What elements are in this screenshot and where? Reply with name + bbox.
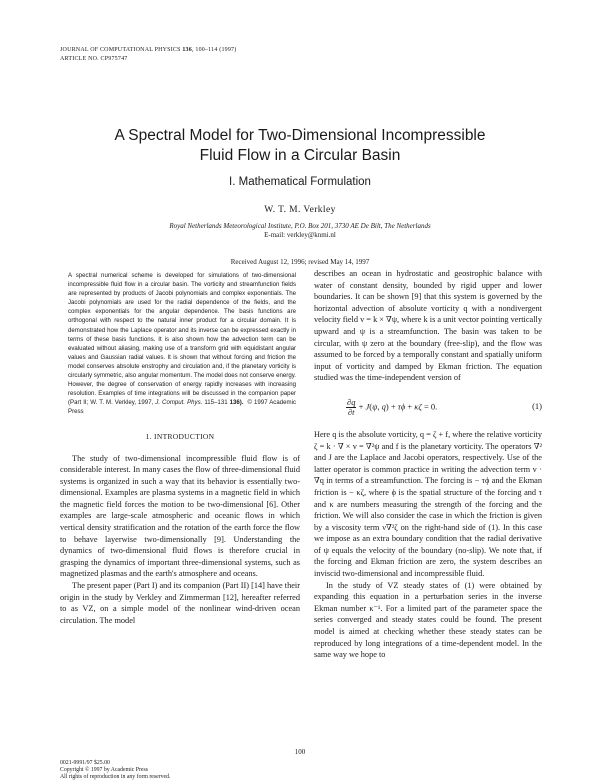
abstract: [68, 271, 296, 417]
footer-price: 0021-9991/97 $25.00: [60, 760, 110, 766]
abstract-text: A spectral numerical scheme is developed for simulations of two-dimensional incompressible fluid flow in a circular basin. The vorticity and streamfunction fields are represented by products of Jacobi polynomials and complex exponentials. The Jacobi polynomials are used for the radial dependence of the fields, and the complex exponentials for the angular dependence. The basis functions are orthogonal with respect to the natural inner product for a circular domain. It is demonstrated how the Laplace operator and its inverse can be expressed exactly in terms of these basis functions. It is also shown how the advection term can be evaluated without aliasing, making use of a transform grid with equidistant angular values and Gaussian radial values. It is shown that without forcing and friction the model conserves absolute enstrophy and circulation and, if the planetary vorticity is circularly symmetric, also angular momentum. The model does not conserve energy. However, the degree of conservation of energy rapidly increases with increasing resolution. Examples of time integrations will be discussed in the companion paper (Part II; W. T. M. Verkley, 1997,: [68, 272, 296, 407]
equation-fraction: $\frac{\partial q}{\partial t}$: [347, 396, 356, 417]
journal-volume: 136: [182, 47, 192, 53]
abstract-volume: 136).: [229, 399, 244, 407]
author-email: E-mail: verkley@knmi.nl: [264, 231, 336, 239]
intro-paragraph-1: The study of two-dimensional incompressible fluid flow is of considerable interest. In many cases the flow of three-dimensional fluid systems is organized in such a way that its behavior is essentially two-dimensional. Examples are plasma systems in a magnetic field in which the magnetic field forces the motion to be two-dimensional [6]. Other examples are large-scale atmospheric and oceanic flows in which vertical density stratification and the rotation of the earth force the flow to behave layerwise two-dimensionally [9]. Understanding the dynamics of two-dimensional fluid flows is therefore crucial in grasping the dynamics of important three-dimensional systems, such as magnetized plasmas and the earth's atmosphere and oceans.: [60, 453, 300, 579]
footer-copyright: Copyright © 1997 by Academic Press: [60, 767, 148, 774]
right-paragraph-2: Here q is the absolute vorticity, q = ζ + f, where the relative vorticity ζ = k · ∇ × v = ∇²ψ and f is the planetary vorticity. The operators ∇² and J are the Laplace and Jacobi operators, respectively. Use of the latter operator is common practice in writing the advection term v · ∇q in terms of a streamfunction. The forcing is − τϕ and the Ekman friction is − κζ, where ϕ is the spatial structure of the forcing and τ and κ are numbers measuring the strength of the forcing and the friction. We will also consider the case in which the friction is given by a viscosity term ν∇²ζ on the right-hand side of (1). In this case we impose as an extra boundary condition that the radial derivative of ψ equals the velocity of the boundary (no-slip). We note that, if the forcing and Ekman friction are zero, the system describes an inviscid two-dimensional and incompressible fluid.: [314, 429, 542, 579]
equation-number: (1): [532, 400, 542, 411]
title-block: [60, 126, 540, 266]
title-line-2: Fluid Flow in a Circular Basin: [199, 147, 401, 164]
journal-header: [60, 46, 236, 63]
abstract-journal-ref: J. Comput. Phys.: [155, 399, 203, 407]
copyright-footer: [60, 760, 170, 782]
abstract-pages: 115–131: [202, 399, 228, 407]
paper-title: [60, 126, 540, 166]
left-column: [60, 271, 300, 626]
right-paragraph-3: In the study of VZ steady states of (1) were obtained by expanding this equation in a perturbation series in the inverse Ekman number κ⁻¹. For a limited part of the parameter space the series converged and steady states could be found. The present model is aimed at checking whether these steady states can be reproduced by long integrations of a time-dependent model. In the same way we hope to: [314, 580, 542, 660]
journal-citation: [60, 46, 236, 55]
section-heading-introduction: 1. INTRODUCTION: [145, 431, 215, 441]
right-column: [314, 268, 542, 661]
intro-paragraph-2: The present paper (Part I) and its companion (Part II) [14] have their origin in the study by Verkley and Zimmerman [12], hereafter referred to as VZ, on a simple model of the nonlinear wind-driven ocean circulation. The model: [60, 581, 300, 625]
right-paragraph-1: describes an ocean in hydrostatic and geostrophic balance with water of constant density, bounded by rigid upper and lower boundaries. It can be shown [9] that this system is governed by the horizontal advection of absolute vorticity q with a nondivergent velocity field v = k × ∇ψ, where k is a unit vector pointing vertically upward and ψ is a streamfunction. The basin was taken to be circular, with ψ zero at the boundary (free-slip), and the flow was assumed to be forced by a temporally constant and spatially uniform input of vorticity and damped by Ekman friction. The equation studied was the time-independent version of: [314, 269, 542, 383]
author-affiliation: Royal Netherlands Meteorological Institute, P.O. Box 201, 3730 AE De Bilt, The Netherlands: [169, 222, 431, 230]
journal-pages: , 100–114 (1997): [191, 47, 237, 53]
footer-rights: All rights of reproduction in any form reserved.: [60, 774, 171, 781]
paper-subtitle: I. Mathematical Formulation: [229, 176, 371, 188]
abstract-copyright: © 1997 Academic Press: [68, 399, 297, 416]
equation-expression: $\frac{\partial q}{\partial t}$ + J(ψ, q) + τϕ + κζ = 0.: [347, 396, 438, 417]
author-name: W. T. M. Verkley: [264, 205, 336, 215]
equation-1: [314, 395, 542, 417]
title-line-1: A Spectral Model for Two-Dimensional Incompressible: [114, 127, 486, 144]
page-number: 100: [294, 748, 306, 756]
article-number: ARTICLE NO. CP975747: [60, 55, 128, 62]
journal-name: JOURNAL OF COMPUTATIONAL PHYSICS: [60, 47, 183, 53]
received-dates: Received August 12, 1996; revised May 14, 1997: [230, 258, 370, 266]
